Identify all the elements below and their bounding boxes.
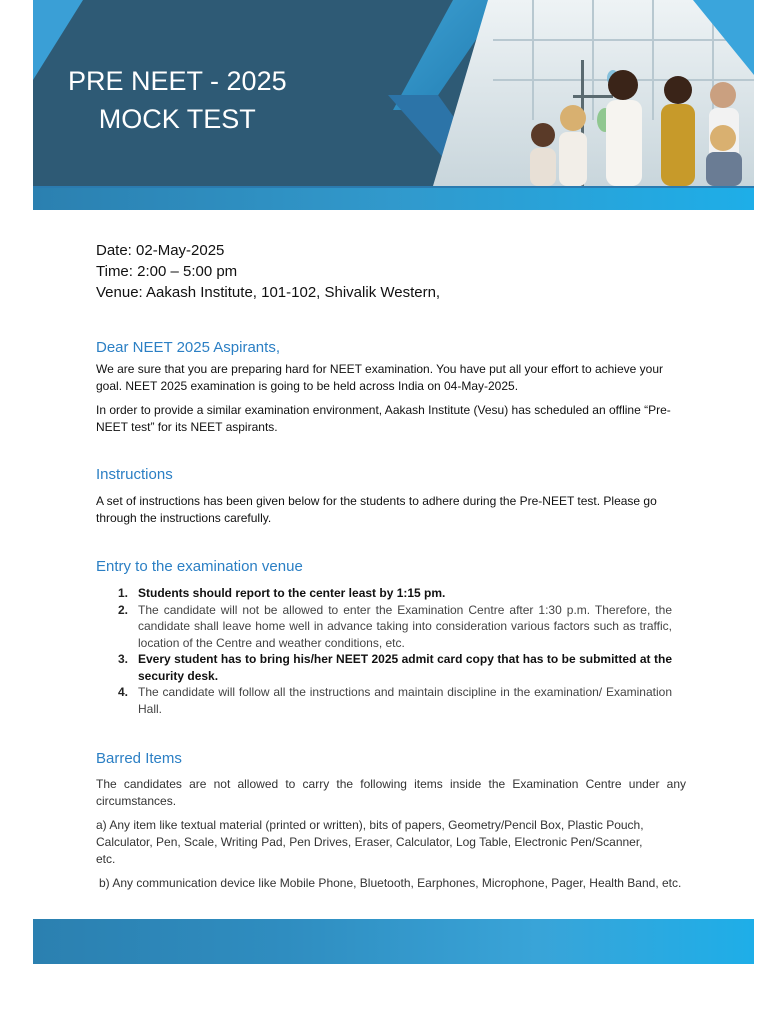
- footer-bar: [33, 919, 754, 964]
- list-item: [96, 684, 672, 717]
- title-line-1: PRE NEET - 2025: [68, 66, 287, 96]
- entry-heading: Entry to the examination venue: [96, 558, 303, 575]
- list-text: Every student has to bring his/her NEET 2025 admit card copy that has to be submitted at the security desk.: [138, 652, 672, 683]
- list-number: 3.: [117, 652, 128, 666]
- list-number: 2.: [117, 602, 128, 617]
- list-item: [96, 602, 672, 652]
- list-text: The candidate will follow all the instructions and maintain discipline in the examination/ Examination Hall.: [138, 685, 672, 716]
- greeting-paragraph-1: We are sure that you are preparing hard for NEET examination. You have put all your effort to achieve your goal. NEET 2025 examination is going to be held across India on 04-May-2025.: [96, 362, 663, 393]
- list-number: 4.: [117, 685, 128, 699]
- event-date: Date: 02-May-2025: [96, 242, 225, 259]
- instructions-heading: Instructions: [96, 466, 173, 483]
- greeting-paragraph-2: In order to provide a similar examination environment, Aakash Institute (Vesu) has scheduled an offline “Pre-NEET test” for its NEET aspirants.: [96, 403, 671, 434]
- list-number: 1.: [117, 586, 128, 600]
- event-details: [96, 240, 440, 303]
- barred-item-a: a) Any item like textual material (printed or written), bits of papers, Geometry/Pencil Box, Plastic Pouch, Calculator, Pen, Scale, Writing Pad, Pen Drives, Eraser, Calculator, Log Table, Electronic Pen/Scanner, etc.: [96, 818, 644, 866]
- title-line-2: MOCK TEST: [98, 104, 256, 134]
- list-item: [96, 585, 672, 602]
- event-time: Time: 2:00 – 5:00 pm: [96, 263, 238, 280]
- instructions-paragraph: A set of instructions has been given below for the students to adhere during the Pre-NEET test. Please go through the instructions carefully.: [96, 494, 657, 525]
- header-banner: [33, 0, 754, 210]
- greeting-heading: Dear NEET 2025 Aspirants,: [96, 339, 280, 356]
- barred-paragraph: The candidates are not allowed to carry the following items inside the Examination Centre under any circumstances.: [96, 777, 686, 808]
- list-text: Students should report to the center least by 1:15 pm.: [138, 586, 446, 600]
- header-title: [68, 62, 287, 138]
- list-text: The candidate will not be allowed to enter the Examination Centre after 1:30 p.m. Therefore, the candidate shall leave home well in advance taking into consideration various factors such as traffic, location of the Centre and weather conditions, etc.: [138, 602, 672, 650]
- event-venue: Venue: Aakash Institute, 101-102, Shivalik Western,: [96, 284, 441, 301]
- list-item: [96, 651, 672, 684]
- entry-rules-list: [96, 585, 672, 717]
- barred-item-b: b) Any communication device like Mobile Phone, Bluetooth, Earphones, Microphone, Pager, Health Band, etc.: [99, 876, 682, 890]
- barred-heading: Barred Items: [96, 750, 182, 767]
